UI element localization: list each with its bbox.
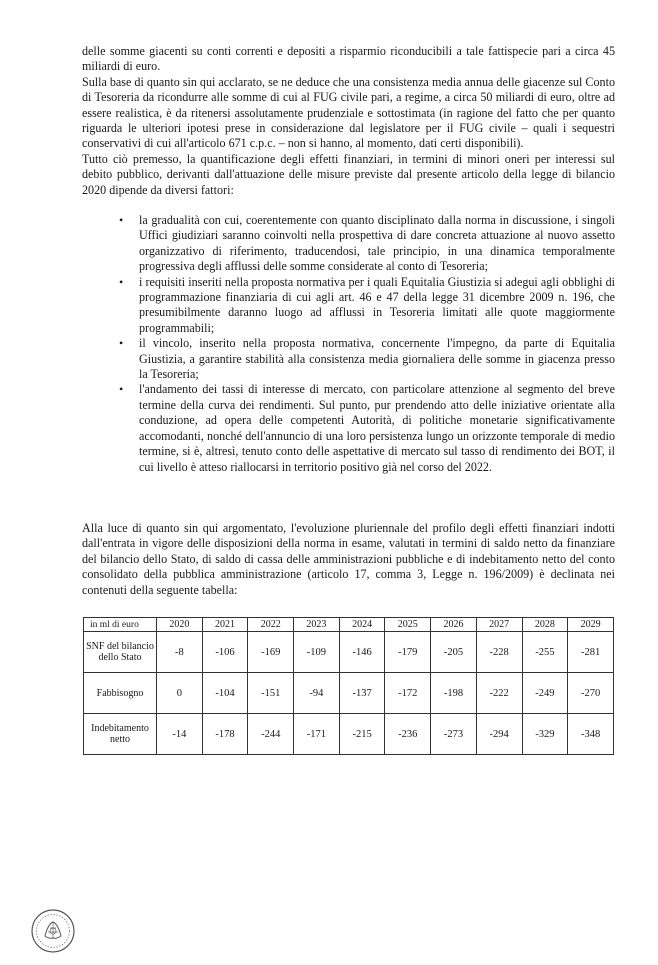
table-cell: -198 bbox=[431, 673, 477, 714]
table-cell: -329 bbox=[522, 714, 568, 755]
intro-text bbox=[82, 44, 615, 198]
table-cell: -169 bbox=[248, 632, 294, 673]
bullet-icon: • bbox=[119, 213, 124, 227]
list-item-text: i requisiti inseriti nella proposta normativa per i quali Equitalia Giustizia si adegui agli obblighi di programmazione finanziaria di cui agli art. 46 e 47 della legge 31 dicembre 2009 n. 196, che presumibilmente daranno luogo ad afflussi in Tesoreria limitati alle quote maggiormente programmabili; bbox=[139, 274, 615, 335]
table-cell: -171 bbox=[294, 714, 340, 755]
list-item bbox=[82, 275, 615, 337]
row-label: Fabbisogno bbox=[84, 673, 157, 714]
table-cell: -8 bbox=[157, 632, 203, 673]
table-cell: -151 bbox=[248, 673, 294, 714]
year-header: 2024 bbox=[339, 618, 385, 632]
financial-effects-table bbox=[83, 617, 614, 755]
row-label: Indebitamento netto bbox=[84, 714, 157, 755]
bullet-icon: • bbox=[119, 382, 124, 397]
paragraph-3: Tutto ciò premesso, la quantificazione degli effetti finanziari, in termini di minori oneri per interessi sul debito pubblico, derivanti dall'attuazione delle misure previste dal presente articolo della legge di bilancio 2020 dipende da diversi fattori: bbox=[82, 151, 615, 197]
table-row bbox=[84, 673, 614, 714]
table-cell: -94 bbox=[294, 673, 340, 714]
table-cell: -215 bbox=[339, 714, 385, 755]
table-cell: -222 bbox=[476, 673, 522, 714]
table-cell: -14 bbox=[157, 714, 203, 755]
table-cell: -228 bbox=[476, 632, 522, 673]
table-cell: -178 bbox=[202, 714, 248, 755]
year-header: 2027 bbox=[476, 618, 522, 632]
bullet-icon: • bbox=[119, 336, 124, 351]
table-cell: -294 bbox=[476, 714, 522, 755]
closing-text bbox=[82, 521, 615, 598]
list-item-text: la gradualità con cui, coerentemente con quanto disciplinato dalla norma in discussione, i singoli Uffici giudiziari saranno coinvolti nella prospettiva di dare concreta attuazione al nuovo assetto organizzativo di riferimento, traducendosi, tale principio, in una dinamica temporalmente progressiva degli afflussi delle somme considerate al conto di Tesoreria; bbox=[139, 213, 615, 274]
bullet-icon: • bbox=[119, 274, 124, 289]
table-cell: -281 bbox=[568, 632, 614, 673]
table-cell: 0 bbox=[157, 673, 203, 714]
table-cell: -146 bbox=[339, 632, 385, 673]
table-cell: -249 bbox=[522, 673, 568, 714]
year-header: 2029 bbox=[568, 618, 614, 632]
table-cell: -179 bbox=[385, 632, 431, 673]
paragraph-1: delle somme giacenti su conti correnti e depositi a risparmio riconducibili a tale fattispecie pari a circa 45 miliardi di euro. bbox=[82, 44, 615, 74]
list-item bbox=[82, 382, 615, 474]
closing-paragraph: Alla luce di quanto sin qui argomentato, l'evoluzione pluriennale del profilo degli effetti finanziari indotti dall'entrata in vigore delle disposizioni della norma in esame, valutati in termini di saldo netto da finanziare del bilancio dello Stato, di saldo di cassa delle amministrazioni pubbliche e di indebitamento netto del conto consolidato della pubblica amministrazione (articolo 17, comma 3, Legge n. 196/2009) è declinata nei contenuti della seguente tabella: bbox=[82, 521, 615, 597]
year-header: 2020 bbox=[157, 618, 203, 632]
list-item-text: l'andamento dei tassi di interesse di mercato, con particolare attenzione al segmento del breve termine della curva dei rendimenti. Sul punto, pur prendendo atto delle iniziative orientate alla conduzione, ad opera delle competenti Autorità, di politiche monetarie significativamente accomodanti, nonché dell'annuncio di una loro persistenza lungo un orizzonte temporale di medio termine, si è, altresì, tenuto conto delle aspettative di mercato sul tasso di rendimento dei BOT, il cui livello è atteso riallocarsi in territorio positivo già nel corso del 2022. bbox=[139, 382, 615, 474]
list-item-text: il vincolo, inserito nella proposta normativa, concernente l'impegno, da parte di Equitalia Giustizia, a garantire stabilità alla consistenza media giornaliera delle somme in giacenza presso la Tesoreria; bbox=[139, 336, 615, 382]
year-header: 2028 bbox=[522, 618, 568, 632]
year-header: 2025 bbox=[385, 618, 431, 632]
table-cell: -244 bbox=[248, 714, 294, 755]
factors-list bbox=[82, 213, 615, 475]
table-cell: -255 bbox=[522, 632, 568, 673]
year-header: 2022 bbox=[248, 618, 294, 632]
row-label: SNF del bilancio dello Stato bbox=[84, 632, 157, 673]
paragraph-2: Sulla base di quanto sin qui acclarato, se ne deduce che una consistenza media annua delle giacenze sul Conto di Tesoreria da ricondurre alle somme di cui al FUG civile pari, a regime, a circa 50 miliardi di euro, oltre ad essere realistica, è da ritenersi assolutamente prudenziale e sottostimata (in ragione del fatto che per quanto riguarda le ulteriori ipotesi prese in considerazione dal legislatore per il FUG civile – quali i sequestri conservativi di cui all'articolo 671 c.p.c. – non si hanno, al momento, dati certi disponibili). bbox=[82, 74, 615, 151]
table-row bbox=[84, 714, 614, 755]
year-header: 2023 bbox=[294, 618, 340, 632]
table-cell: -273 bbox=[431, 714, 477, 755]
list-item bbox=[82, 336, 615, 382]
table-header-row bbox=[84, 618, 614, 632]
table-cell: -348 bbox=[568, 714, 614, 755]
table-cell: -106 bbox=[202, 632, 248, 673]
year-header: 2021 bbox=[202, 618, 248, 632]
table-cell: -104 bbox=[202, 673, 248, 714]
seal-icon bbox=[30, 908, 76, 954]
list-item bbox=[82, 213, 615, 275]
table-cell: -172 bbox=[385, 673, 431, 714]
unit-header: in ml di euro bbox=[84, 618, 157, 632]
table-row bbox=[84, 632, 614, 673]
table-cell: -137 bbox=[339, 673, 385, 714]
table-cell: -205 bbox=[431, 632, 477, 673]
table-cell: -236 bbox=[385, 714, 431, 755]
table-cell: -270 bbox=[568, 673, 614, 714]
year-header: 2026 bbox=[431, 618, 477, 632]
table-cell: -109 bbox=[294, 632, 340, 673]
